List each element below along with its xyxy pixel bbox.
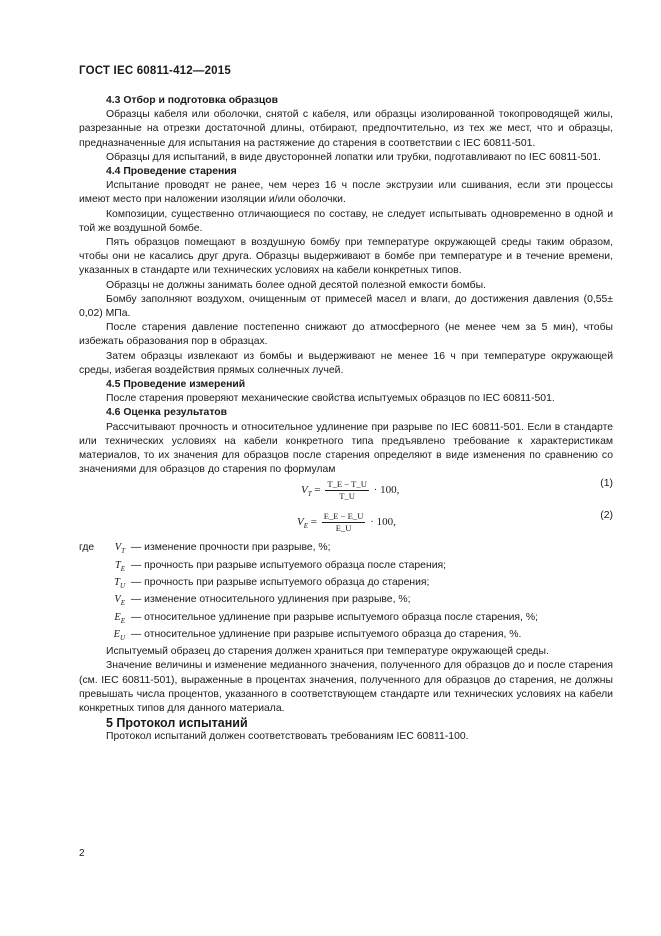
formula-2 bbox=[79, 509, 613, 541]
formula-number: (2) bbox=[600, 510, 613, 522]
definition-row: $T_E$ — прочность при разрыве испытуемого образца после старения; bbox=[114, 559, 447, 573]
section-4-6-title: 4.6 Оценка результатов bbox=[106, 407, 228, 419]
section-5-title: 5 Протокол испытаний bbox=[106, 716, 248, 731]
section-4-3-title: 4.3 Отбор и подготовка образцов bbox=[106, 95, 278, 106]
definition-row: где $V_T$ — изменение прочности при разрыве, %; bbox=[79, 542, 331, 556]
paragraph: Затем образцы извлекают из бомбы и выдерживают не менее 16 ч при температуре окружающей среды, избегая воздействия прямых солнечных лучей. bbox=[79, 350, 613, 376]
formula-2-expression: $V_E$ = $\frac{E\_E - E\_U}{E\_U}$ · 100, bbox=[297, 511, 396, 534]
paragraph: Протокол испытаний должен соответствовать требованиям IEC 60811-100. bbox=[106, 731, 469, 743]
document-code: ГОСТ IEC 60811-412—2015 bbox=[79, 65, 231, 77]
paragraph: После старения проверяют механические свойства испытуемых образцов по IEC 60811-501. bbox=[106, 393, 555, 405]
paragraph: Композиции, существенно отличающиеся по составу, не следует испытывать одновременно в одной и той же воздушной бомбе. bbox=[79, 208, 613, 234]
paragraph: Рассчитывают прочность и относительное удлинение при разрыве по IEC 60811-501. Если в стандарте или технических условиях на кабели конкретного типа предъявлено требование к характеристикам материалов, то их значения для образцов после старения определяют в виде изменения по сравнению со значениями для образцов до старения по формулам bbox=[79, 421, 613, 476]
formula-1 bbox=[79, 477, 613, 509]
definition-row: $V_E$ — изменение относительного удлинения при разрыве, %; bbox=[114, 594, 411, 608]
section-4-5-title: 4.5 Проведение измерений bbox=[106, 379, 246, 391]
paragraph: Образцы не должны занимать более одной десятой полезной емкости бомбы. bbox=[106, 279, 486, 291]
fraction: $\frac{E\_E - E\_U}{E\_U}$ bbox=[323, 511, 364, 534]
fraction: $\frac{T\_E - T\_U}{T\_U}$ bbox=[327, 479, 367, 502]
definition-row: $T_U$ — прочность при разрыве испытуемого образца до старения; bbox=[114, 577, 430, 591]
paragraph: Пять образцов помещают в воздушную бомбу при температуре окружающей среды таким образом, чтобы они не касались друг друга. Образцы выдерживают в бомбе при температуре и в течение времени, указанных в стандарте или технических условиях на кабели конкретных типов. bbox=[79, 237, 613, 277]
formula-1-expression: $V_T$ = $\frac{T\_E - T\_U}{T\_U}$ · 100, bbox=[301, 479, 400, 502]
paragraph: Испытуемый образец до старения должен храниться при температуре окружающей среды. bbox=[106, 646, 549, 658]
paragraph: Значение величины и изменение медианного значения, полученного для образцов до и после старения (см. IEC 60811-501), выраженные в процентах значения, полученного для образцов до старения, не должны превышать числа процентов, указанного в соответствующем стандарте или технических условиях на кабели конкретных типов для данного материала. bbox=[79, 660, 613, 714]
page-number: 2 bbox=[79, 848, 85, 859]
symbol-definitions bbox=[79, 541, 613, 645]
paragraph: Образцы кабеля или оболочки, снятой с кабеля, или образцы изолированной токопроводящей жилы, разрезанные на отрезки достаточной длины, отбирают, предпочтительно, из тех же мест, что и образцы, предназначенные для испытания на растяжение до старения в соответствии с IEC 60811-501. bbox=[79, 109, 613, 149]
definition-row: $E_U$ — относительное удлинение при разрыве испытуемого образца до старения, %. bbox=[113, 628, 522, 642]
paragraph: Бомбу заполняют воздухом, очищенным от примесей масел и влаги, до достижения давления (0,55± 0,02) МПа. bbox=[79, 293, 613, 320]
document-body bbox=[79, 94, 613, 745]
formula-number: (1) bbox=[600, 478, 613, 490]
section-4-4-title: 4.4 Проведение старения bbox=[106, 166, 237, 178]
definition-row: $E_E$ — относительное удлинение при разрыве испытуемого образца после старения, %; bbox=[114, 611, 538, 625]
paragraph: Образцы для испытаний, в виде двусторонней лопатки или трубки, подготавливают по IEC 60811-501. bbox=[106, 151, 601, 163]
paragraph: После старения давление постепенно снижают до атмосферного (не менее чем за 5 мин), чтобы избежать образования пор в образцах. bbox=[79, 322, 613, 348]
paragraph: Испытание проводят не ранее, чем через 16 ч после экструзии или сшивания, если эти процессы имеют место при наложении изоляции и/или оболочки. bbox=[79, 180, 613, 206]
